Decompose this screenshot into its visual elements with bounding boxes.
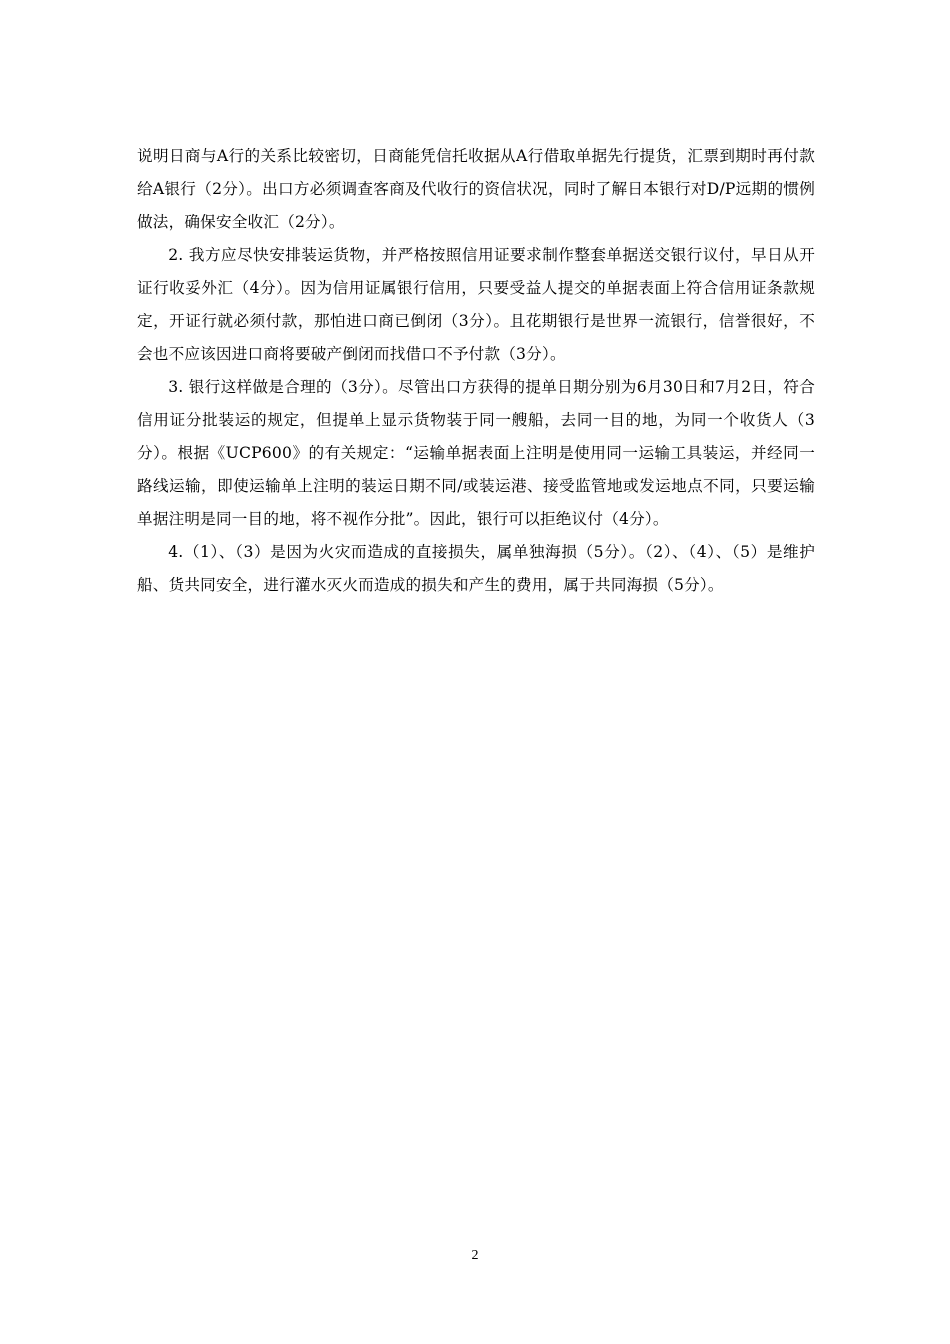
paragraph-continuation: 说明日商与A行的关系比较密切，日商能凭信托收据从A行借取单据先行提货，汇票到期时再付款给A银行（2分）。出口方必须调查客商及代收行的资信状况，同时了解日本银行对D/P远期的惯例做法，确保安全收汇（2分）。 [137,147,815,231]
paragraph-answer-2: 2. 我方应尽快安排装运货物，并严格按照信用证要求制作整套单据送交银行议付，早日从开证行收妥外汇（4分）。因为信用证属银行信用，只要受益人提交的单据表面上符合信用证条款规定，开证行就必须付款，那怕进口商已倒闭（3分）。且花期银行是世界一流银行，信誉很好，不会也不应该因进口商将要破产倒闭而找借口不予付款（3分）。 [137,246,815,363]
paragraph-answer-4: 4.（1）、（3）是因为火灾而造成的直接损失，属单独海损（5分）。（2）、（4）、（5）是维护船、货共同安全，进行灌水灭火而造成的损失和产生的费用，属于共同海损（5分）。 [137,543,815,594]
document-body [137,140,815,602]
page-number: 2 [471,1248,479,1263]
paragraph-answer-3: 3. 银行这样做是合理的（3分）。尽管出口方获得的提单日期分别为6月30日和7月2日，符合信用证分批装运的规定，但提单上显示货物装于同一艘船，去同一目的地，为同一个收货人（3分）。根据《UCP600》的有关规定：“运输单据表面上注明是使用同一运输工具装运，并经同一路线运输，即使运输单上注明的装运日期不同/或装运港、接受监管地或发运地点不同，只要运输单据注明是同一目的地，将不视作分批”。因此，银行可以拒绝议付（4分）。 [137,378,815,528]
